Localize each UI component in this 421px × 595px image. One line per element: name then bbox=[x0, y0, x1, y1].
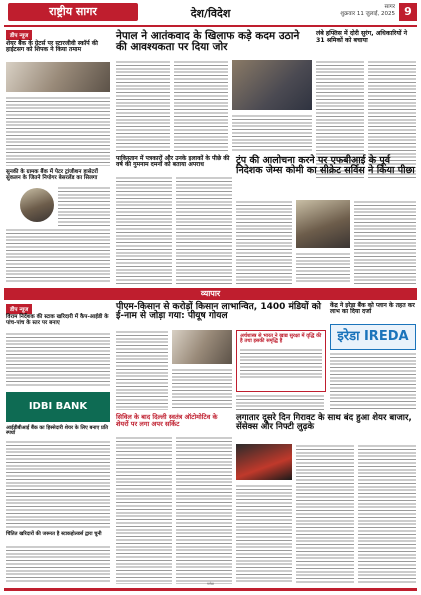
mid-left-headline: पाकिस्तान में पत्रकारों और उनके इलाकों के पीछे की वर्ष की गुमनाम दमनों को बताया अपराध bbox=[116, 155, 230, 169]
idbi-bank-logo: IDBI BANK bbox=[6, 392, 110, 422]
business-left-body-2 bbox=[6, 440, 110, 528]
top-left-body-3 bbox=[6, 228, 110, 284]
inset-box-body bbox=[240, 348, 322, 378]
mid-left-col-1 bbox=[116, 176, 172, 284]
kicker-top-left: डीप न्यूज bbox=[6, 30, 32, 40]
mid-right-photo bbox=[296, 200, 350, 248]
top-left-body-2 bbox=[58, 186, 110, 226]
idbi-caption: आईडीबीआई बैंक का हिस्सेदारी शेयर के लिए बनाए प्रति स्पर्धा bbox=[6, 425, 108, 437]
business-main-col-1 bbox=[116, 330, 168, 410]
business-main-headline: पीएम-किसान से करोड़ों किसान लाभान्वित, 1400 मंडियों को ई-नाम से जोड़ा गया: पीयूष गोयल bbox=[116, 302, 321, 322]
business-left-body-3 bbox=[6, 545, 110, 583]
top-story-col-2 bbox=[174, 60, 228, 152]
business-section-band: व्यापार bbox=[4, 288, 417, 300]
masthead bbox=[0, 0, 421, 24]
portrait-photo bbox=[20, 188, 54, 222]
sideline-headline: सिविल के बाद दिल्ली स्वतंत्र ऑटोमोटिव के शेयरों पर लगा अपर सर्किट bbox=[116, 413, 218, 428]
sideline-col-2 bbox=[176, 436, 232, 584]
inset-box-title: अर्थशास्त्र से भारत ने खाद्य सुरक्षा में वृद्धि की है तथा इसकी समृद्धि है bbox=[240, 333, 322, 345]
business-right-headline: केंद्र ने इरेडा बैंक को प्लान के तहत कर लाभ का दिया दर्जा bbox=[330, 302, 415, 316]
top-left-headline: शेयर बैंक के ग्रेटर्स पर स्टारजीवी स्कॉर्प की हाईटसग को शिपक ने किया तमाम bbox=[6, 40, 98, 54]
page-number: 9 bbox=[399, 3, 417, 21]
issue-meta bbox=[340, 4, 395, 18]
header-rule bbox=[4, 25, 417, 27]
top-right-headline: लंबे हफ्तिस में दोरी सुरंग, अधिकारियों ने 31 श्रमिकों को बचाया bbox=[316, 30, 408, 44]
business-main-col-3 bbox=[236, 394, 324, 410]
mid-right-col-1 bbox=[236, 200, 292, 284]
markets-col-3 bbox=[358, 444, 416, 584]
mid-right-col-3 bbox=[354, 200, 416, 284]
issue-city: सागर bbox=[384, 4, 395, 10]
mid-right-col-2 bbox=[296, 252, 350, 284]
business-left-headline: विराम निर्देशक की स्टाक खरिदारी में कैप-आईडी के पांच-पांच के स्तर पर बनाए bbox=[6, 314, 109, 326]
mid-left-col-2 bbox=[176, 176, 232, 284]
top-story-photo bbox=[232, 60, 312, 110]
markets-chart-photo bbox=[236, 444, 292, 480]
top-left-subheadline: सुनकी के ग्रामक बैंक में पेटर ट्रांजीशन हासेटरों सुकलन के जितने निपोगर बेसरलेंड का सिलगा bbox=[6, 169, 98, 181]
mid-right-headline: ट्रंप की आलोचना करने पर एफबीआई के पूर्व निदेशक जेम्स कोमी का सीक्रेट सर्विस ने किया पीछा bbox=[236, 155, 415, 176]
top-story-col-1 bbox=[116, 60, 170, 152]
inset-box bbox=[236, 330, 326, 392]
issue-date: शुक्रवार 11 जुलाई, 2025 bbox=[340, 11, 395, 17]
section-title: देश/विदेश bbox=[190, 7, 231, 20]
top-story-col-3 bbox=[232, 114, 312, 152]
ireda-logo: इरेडा IREDA bbox=[330, 324, 416, 350]
markets-col-2 bbox=[296, 444, 354, 584]
footer-imprint: गणेश bbox=[207, 582, 214, 586]
markets-headline: लगातार दूसरे दिन गिरावट के साथ बंद हुआ शेयर बाजार, सेंसेक्स और निफ्टी लुढ़के bbox=[236, 413, 412, 432]
kicker-business-left: डीप न्यूज bbox=[6, 304, 32, 314]
business-main-photo bbox=[172, 330, 232, 364]
business-main-col-2 bbox=[172, 368, 232, 410]
markets-col-1 bbox=[236, 484, 292, 584]
business-right-body bbox=[330, 352, 416, 410]
business-left-body bbox=[6, 332, 110, 388]
top-story-headline: नेपाल ने आतंकवाद के खिलाफ कड़े कदम उठाने की आवश्यकता पर दिया जोर bbox=[116, 30, 300, 54]
publication-name: राष्ट्रीय सागर bbox=[8, 3, 138, 21]
sideline-col-1 bbox=[116, 436, 172, 584]
top-left-photo bbox=[6, 62, 110, 92]
top-left-body bbox=[6, 96, 110, 166]
business-left-bottom-headline: चिंतित खरिदारों की जरूरत है स्टाकहोल्डर्स द्वारा चुनी bbox=[6, 531, 102, 537]
footer-rule bbox=[4, 588, 417, 591]
